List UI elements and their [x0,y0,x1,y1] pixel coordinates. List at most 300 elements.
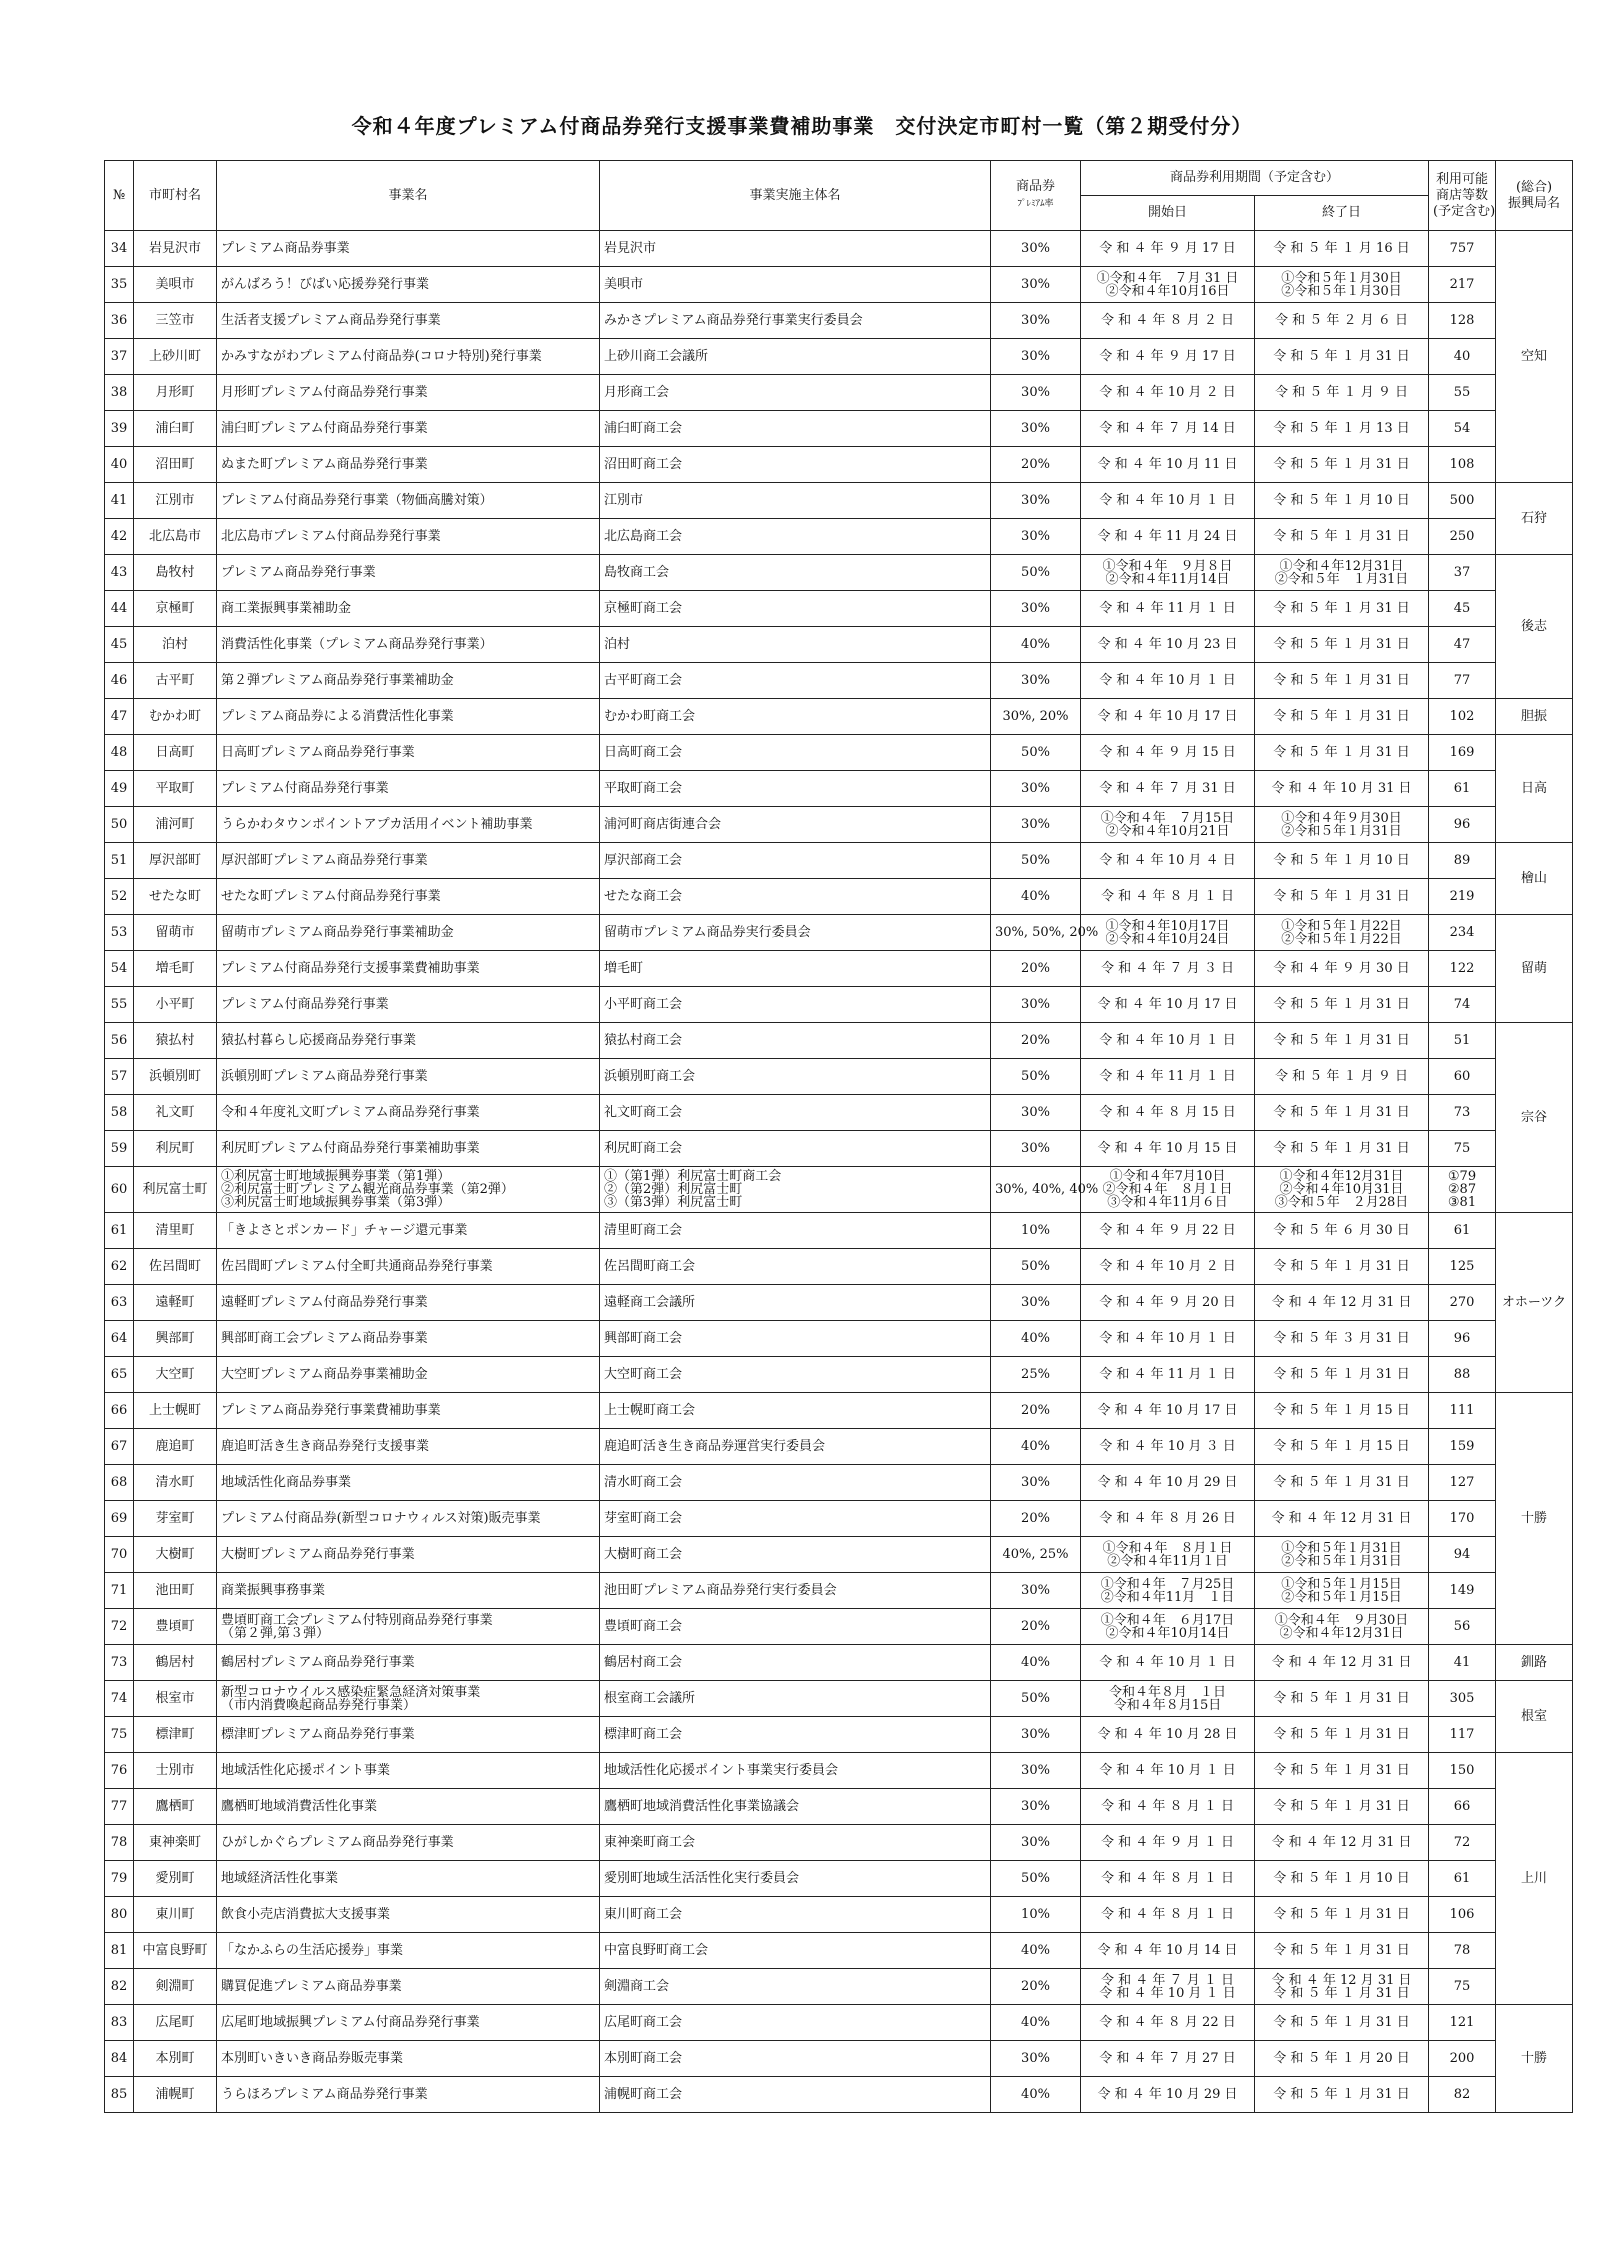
cell-rate: 30% [991,411,1081,447]
cell-end: 令 和 ５ 年 １ 月 31 日 [1255,1789,1429,1825]
header-project: 事業名 [217,161,600,231]
cell-no: 46 [105,663,134,699]
cell-start: 令 和 ４ 年 10 月 29 日 [1081,2077,1255,2113]
cell-rate: 20% [991,1393,1081,1429]
cell-no: 60 [105,1167,134,1213]
cell-city: 島牧村 [134,555,217,591]
cell-city: 愛別町 [134,1861,217,1897]
cell-stores: 82 [1429,2077,1496,2113]
cell-project: プレミアム商品券による消費活性化事業 [217,699,600,735]
cell-stores: 102 [1429,699,1496,735]
header-body: 事業実施主体名 [600,161,991,231]
cell-end: 令 和 ５ 年 １ 月 31 日 [1255,1023,1429,1059]
cell-no: 72 [105,1609,134,1645]
cell-end: ①令和５年１月31日 ②令和５年１月31日 [1255,1537,1429,1573]
cell-body: 池田町プレミアム商品券発行実行委員会 [600,1573,991,1609]
cell-start: 令 和 ４ 年 10 月 ４ 日 [1081,843,1255,879]
table-row [105,1645,1573,1681]
cell-city: 江別市 [134,483,217,519]
table-row [105,1825,1573,1861]
table-row [105,1789,1573,1825]
cell-rate: 40% [991,1429,1081,1465]
cell-end: ①令和４年 ９月30日 ②令和４年12月31日 [1255,1609,1429,1645]
cell-body: 北広島商工会 [600,519,991,555]
cell-body: 島牧商工会 [600,555,991,591]
table-row [105,519,1573,555]
cell-end: 令 和 ５ 年 １ 月 31 日 [1255,627,1429,663]
cell-project: ①利尻富士町地域振興券事業（第1弾） ②利尻富士町プレミアム観光商品券事業（第2弾） ③利尻富士町地域振興券事業（第3弾） [217,1167,600,1213]
cell-stores: 149 [1429,1573,1496,1609]
header-bureau [1496,161,1573,231]
cell-rate: 30% [991,591,1081,627]
cell-project: 豊頃町商工会プレミアム付特別商品券発行事業 （第２弾,第３弾） [217,1609,600,1645]
cell-end: 令 和 ５ 年 １ 月 31 日 [1255,1717,1429,1753]
table-row [105,1969,1573,2005]
cell-body: 月形商工会 [600,375,991,411]
cell-city: 大樹町 [134,1537,217,1573]
header-period: 商品券利用期間（予定含む） [1081,161,1429,196]
cell-city: 京極町 [134,591,217,627]
cell-city: 礼文町 [134,1095,217,1131]
cell-body: 浦河町商店街連合会 [600,807,991,843]
cell-rate: 20% [991,1969,1081,2005]
table-row [105,1321,1573,1357]
cell-start: ①令和４年 ８月１日 ②令和４年11月１日 [1081,1537,1255,1573]
cell-rate: 20% [991,447,1081,483]
cell-no: 66 [105,1393,134,1429]
cell-end: 令 和 ５ 年 １ 月 31 日 [1255,447,1429,483]
cell-start: 令 和 ４ 年 ７ 月 31 日 [1081,771,1255,807]
cell-body: 増毛町 [600,951,991,987]
cell-city: 東神楽町 [134,1825,217,1861]
cell-stores: 73 [1429,1095,1496,1131]
cell-project: 北広島市プレミアム付商品券発行事業 [217,519,600,555]
cell-project: 利尻町プレミアム付商品券発行事業補助事業 [217,1131,600,1167]
header-rate-line1: 商品券 [1015,179,1055,194]
cell-body: 京極町商工会 [600,591,991,627]
cell-end: 令 和 ５ 年 １ 月 10 日 [1255,483,1429,519]
cell-no: 83 [105,2005,134,2041]
cell-bureau: 釧路 [1496,1645,1573,1681]
cell-project: 地域活性化応援ポイント事業 [217,1753,600,1789]
cell-bureau: 空知 [1496,231,1573,483]
cell-no: 76 [105,1753,134,1789]
cell-rate: 20% [991,951,1081,987]
cell-city: 遠軽町 [134,1285,217,1321]
cell-start: 令 和 ４ 年 ９ 月 15 日 [1081,735,1255,771]
cell-city: 中富良野町 [134,1933,217,1969]
cell-start: 令和４年８月 １日 令和４年８月15日 [1081,1681,1255,1717]
cell-body: 浜頓別町商工会 [600,1059,991,1095]
cell-end: 令 和 ５ 年 １ 月 31 日 [1255,519,1429,555]
cell-city: 芽室町 [134,1501,217,1537]
cell-body: 古平町商工会 [600,663,991,699]
cell-project: ぬまた町プレミアム商品券発行事業 [217,447,600,483]
cell-city: むかわ町 [134,699,217,735]
table-row [105,735,1573,771]
cell-end: 令 和 ４ 年 12 月 31 日 [1255,1825,1429,1861]
cell-no: 69 [105,1501,134,1537]
cell-rate: 30% [991,987,1081,1023]
cell-end: 令 和 ５ 年 １ 月 31 日 [1255,1681,1429,1717]
cell-city: 月形町 [134,375,217,411]
table-row [105,447,1573,483]
cell-city: 小平町 [134,987,217,1023]
cell-stores: 61 [1429,1861,1496,1897]
cell-stores: 219 [1429,879,1496,915]
cell-rate: 50% [991,1861,1081,1897]
cell-start: ①令和４年 ７月15日 ②令和４年10月21日 [1081,807,1255,843]
cell-no: 45 [105,627,134,663]
cell-project: うらほろプレミアム商品券発行事業 [217,2077,600,2113]
cell-project: 留萌市プレミアム商品券発行事業補助金 [217,915,600,951]
cell-start: 令 和 ４ 年 ７ 月 27 日 [1081,2041,1255,2077]
cell-start: 令 和 ４ 年 10 月 23 日 [1081,627,1255,663]
header-city: 市町村名 [134,161,217,231]
cell-city: 本別町 [134,2041,217,2077]
cell-rate: 10% [991,1897,1081,1933]
cell-end: 令 和 ５ 年 １ 月 31 日 [1255,663,1429,699]
cell-body: 岩見沢市 [600,231,991,267]
cell-city: 浜頓別町 [134,1059,217,1095]
cell-body: みかさプレミアム商品券発行事業実行委員会 [600,303,991,339]
cell-body: 地域活性化応援ポイント事業実行委員会 [600,1753,991,1789]
cell-end: 令 和 ５ 年 １ 月 31 日 [1255,339,1429,375]
cell-city: 清里町 [134,1213,217,1249]
table-row [105,1249,1573,1285]
cell-start: ①令和４年10月17日 ②令和４年10月24日 [1081,915,1255,951]
cell-city: 東川町 [134,1897,217,1933]
cell-body: 礼文町商工会 [600,1095,991,1131]
cell-no: 82 [105,1969,134,2005]
table-row [105,663,1573,699]
cell-start: 令 和 ４ 年 ９ 月 20 日 [1081,1285,1255,1321]
cell-project: プレミアム商品券発行事業費補助事業 [217,1393,600,1429]
grant-table [104,160,1573,2113]
cell-rate: 30% [991,267,1081,303]
cell-body: 美唄市 [600,267,991,303]
table-row [105,771,1573,807]
cell-rate: 40% [991,1933,1081,1969]
header-rate-line2: ﾌﾟﾚﾐｱﾑ率 [1017,199,1054,209]
table-row [105,1429,1573,1465]
cell-stores: 41 [1429,1645,1496,1681]
cell-end: 令 和 ５ 年 １ 月 31 日 [1255,879,1429,915]
cell-start: 令 和 ４ 年 10 月 28 日 [1081,1717,1255,1753]
header-stores [1429,161,1496,231]
cell-project: 猿払村暮らし応援商品券発行事業 [217,1023,600,1059]
cell-stores: 88 [1429,1357,1496,1393]
cell-city: 剣淵町 [134,1969,217,2005]
cell-no: 80 [105,1897,134,1933]
cell-start: 令 和 ４ 年 ８ 月 １ 日 [1081,1897,1255,1933]
cell-start: 令 和 ４ 年 10 月 11 日 [1081,447,1255,483]
cell-project: うらかわタウンポイントアプカ活用イベント補助事業 [217,807,600,843]
cell-stores: 56 [1429,1609,1496,1645]
cell-bureau: 日高 [1496,735,1573,843]
cell-end: 令 和 ５ 年 １ 月 31 日 [1255,1465,1429,1501]
cell-project: 生活者支援プレミアム商品券発行事業 [217,303,600,339]
cell-body: 佐呂間町商工会 [600,1249,991,1285]
cell-city: 留萌市 [134,915,217,951]
table-row [105,1573,1573,1609]
cell-no: 38 [105,375,134,411]
cell-project: がんばろう！びばい応援券発行事業 [217,267,600,303]
cell-project: 地域経済活性化事業 [217,1861,600,1897]
cell-end: 令 和 ５ 年 １ 月 31 日 [1255,1249,1429,1285]
cell-body: 上士幌町商工会 [600,1393,991,1429]
cell-rate: 50% [991,843,1081,879]
cell-city: 猿払村 [134,1023,217,1059]
cell-project: プレミアム商品券発行事業 [217,555,600,591]
cell-city: 根室市 [134,1681,217,1717]
cell-project: プレミアム商品券事業 [217,231,600,267]
cell-start: 令 和 ４ 年 ９ 月 17 日 [1081,231,1255,267]
cell-project: 浦臼町プレミアム付商品券発行事業 [217,411,600,447]
cell-start: 令 和 ４ 年 ７ 月 １ 日 令 和 ４ 年 10 月 １ 日 [1081,1969,1255,2005]
cell-rate: 30% [991,1131,1081,1167]
cell-stores: 159 [1429,1429,1496,1465]
cell-rate: 30%, 20% [991,699,1081,735]
cell-stores: 96 [1429,1321,1496,1357]
cell-stores: 128 [1429,303,1496,339]
table-row [105,1861,1573,1897]
cell-bureau: 石狩 [1496,483,1573,555]
cell-city: 美唄市 [134,267,217,303]
cell-stores: 78 [1429,1933,1496,1969]
cell-stores: 61 [1429,1213,1496,1249]
table-row [105,1285,1573,1321]
cell-rate: 40%, 25% [991,1537,1081,1573]
cell-body: 愛別町地域生活活性化実行委員会 [600,1861,991,1897]
cell-rate: 30% [991,375,1081,411]
cell-body: 浦幌町商工会 [600,2077,991,2113]
cell-project: プレミアム付商品券発行事業（物価高騰対策） [217,483,600,519]
cell-body: 東神楽町商工会 [600,1825,991,1861]
cell-start: 令 和 ４ 年 ８ 月 １ 日 [1081,1861,1255,1897]
cell-stores: 75 [1429,1131,1496,1167]
cell-no: 51 [105,843,134,879]
cell-no: 39 [105,411,134,447]
cell-project: 消費活性化事業（プレミアム商品券発行事業） [217,627,600,663]
cell-city: 浦河町 [134,807,217,843]
cell-end: 令 和 ５ 年 ３ 月 31 日 [1255,1321,1429,1357]
cell-city: 増毛町 [134,951,217,987]
cell-city: 三笠市 [134,303,217,339]
table-row [105,1717,1573,1753]
cell-stores: 305 [1429,1681,1496,1717]
cell-end: 令 和 ５ 年 １ 月 15 日 [1255,1393,1429,1429]
cell-stores: 125 [1429,1249,1496,1285]
cell-body: 豊頃町商工会 [600,1609,991,1645]
cell-no: 68 [105,1465,134,1501]
cell-city: 平取町 [134,771,217,807]
cell-no: 71 [105,1573,134,1609]
cell-stores: 72 [1429,1825,1496,1861]
cell-no: 64 [105,1321,134,1357]
cell-start: ①令和４年 ６月17日 ②令和４年10月14日 [1081,1609,1255,1645]
cell-project: 厚沢部町プレミアム商品券発行事業 [217,843,600,879]
cell-project: 飲食小売店消費拡大支援事業 [217,1897,600,1933]
cell-project: 興部町商工会プレミアム商品券事業 [217,1321,600,1357]
table-row [105,1933,1573,1969]
cell-body: 平取町商工会 [600,771,991,807]
cell-rate: 30% [991,1285,1081,1321]
cell-body: 江別市 [600,483,991,519]
table-row [105,1059,1573,1095]
cell-project: 日高町プレミアム商品券発行事業 [217,735,600,771]
cell-rate: 10% [991,1213,1081,1249]
cell-project: 佐呂間町プレミアム付全町共通商品券発行事業 [217,1249,600,1285]
cell-body: 本別町商工会 [600,2041,991,2077]
cell-stores: 117 [1429,1717,1496,1753]
cell-start: 令 和 ４ 年 ８ 月 １ 日 [1081,1789,1255,1825]
cell-rate: 40% [991,1645,1081,1681]
cell-no: 37 [105,339,134,375]
cell-project: 購買促進プレミアム商品券事業 [217,1969,600,2005]
cell-no: 47 [105,699,134,735]
cell-end: 令 和 ５ 年 １ 月 31 日 [1255,2077,1429,2113]
cell-body: 標津町商工会 [600,1717,991,1753]
cell-start: 令 和 ４ 年 10 月 ３ 日 [1081,1429,1255,1465]
cell-start: 令 和 ４ 年 10 月 １ 日 [1081,1753,1255,1789]
cell-city: 利尻町 [134,1131,217,1167]
cell-start: 令 和 ４ 年 10 月 14 日 [1081,1933,1255,1969]
cell-rate: 50% [991,1059,1081,1095]
cell-body: 興部町商工会 [600,1321,991,1357]
cell-start: 令 和 ４ 年 ７ 月 14 日 [1081,411,1255,447]
cell-end: ①令和４年９月30日 ②令和５年１月31日 [1255,807,1429,843]
cell-city: 清水町 [134,1465,217,1501]
cell-rate: 30%, 40%, 40% [991,1167,1081,1213]
cell-start: 令 和 ４ 年 11 月 １ 日 [1081,1059,1255,1095]
cell-city: 鷹栖町 [134,1789,217,1825]
cell-rate: 40% [991,2005,1081,2041]
cell-body: 猿払村商工会 [600,1023,991,1059]
cell-start: 令 和 ４ 年 ７ 月 ３ 日 [1081,951,1255,987]
cell-rate: 40% [991,2077,1081,2113]
cell-end: 令 和 ５ 年 １ 月 31 日 [1255,1753,1429,1789]
cell-rate: 30% [991,303,1081,339]
cell-end: 令 和 ４ 年 10 月 31 日 [1255,771,1429,807]
cell-stores: 111 [1429,1393,1496,1429]
cell-start: 令 和 ４ 年 10 月 ２ 日 [1081,375,1255,411]
cell-body: 鷹栖町地域消費活性化事業協議会 [600,1789,991,1825]
cell-end: 令 和 ４ 年 12 月 31 日 [1255,1501,1429,1537]
table-row [105,375,1573,411]
cell-project: 大空町プレミアム商品券事業補助金 [217,1357,600,1393]
cell-no: 74 [105,1681,134,1717]
cell-project: 遠軽町プレミアム付商品券発行事業 [217,1285,600,1321]
cell-end: 令 和 ５ 年 １ 月 31 日 [1255,987,1429,1023]
cell-end: 令 和 ５ 年 １ 月 16 日 [1255,231,1429,267]
cell-end: 令 和 ５ 年 ２ 月 ６ 日 [1255,303,1429,339]
table-row [105,1681,1573,1717]
cell-city: せたな町 [134,879,217,915]
table-row [105,2005,1573,2041]
cell-end: 令 和 ５ 年 １ 月 31 日 [1255,1357,1429,1393]
table-row [105,411,1573,447]
table-row [105,951,1573,987]
cell-start: 令 和 ４ 年 11 月 １ 日 [1081,1357,1255,1393]
cell-project: 第２弾プレミアム商品券発行事業補助金 [217,663,600,699]
cell-body: せたな商工会 [600,879,991,915]
cell-stores: 170 [1429,1501,1496,1537]
table-row [105,1537,1573,1573]
cell-end: ①令和４年12月31日 ②令和４年10月31日 ③令和５年 ２月28日 [1255,1167,1429,1213]
cell-start: 令 和 ４ 年 ８ 月 26 日 [1081,1501,1255,1537]
cell-start: ①令和４年 ９月８日 ②令和４年11月14日 [1081,555,1255,591]
cell-body: 沼田町商工会 [600,447,991,483]
cell-rate: 30% [991,231,1081,267]
cell-no: 44 [105,591,134,627]
cell-city: 泊村 [134,627,217,663]
cell-no: 84 [105,2041,134,2077]
table-row [105,879,1573,915]
cell-start: 令 和 ４ 年 ９ 月 １ 日 [1081,1825,1255,1861]
cell-city: 士別市 [134,1753,217,1789]
cell-stores: 37 [1429,555,1496,591]
cell-project: 令和４年度礼文町プレミアム商品券発行事業 [217,1095,600,1131]
cell-start: 令 和 ４ 年 ８ 月 15 日 [1081,1095,1255,1131]
cell-city: 厚沢部町 [134,843,217,879]
cell-end: 令 和 ５ 年 ６ 月 30 日 [1255,1213,1429,1249]
cell-start: 令 和 ４ 年 ９ 月 17 日 [1081,339,1255,375]
cell-rate: 30% [991,1095,1081,1131]
cell-end: 令 和 ５ 年 １ 月 13 日 [1255,411,1429,447]
cell-rate: 30%, 50%, 20% [991,915,1081,951]
cell-rate: 30% [991,1717,1081,1753]
cell-city: 広尾町 [134,2005,217,2041]
cell-no: 78 [105,1825,134,1861]
table-row [105,807,1573,843]
table-row [105,303,1573,339]
cell-body: 清水町商工会 [600,1465,991,1501]
cell-no: 48 [105,735,134,771]
cell-start: 令 和 ４ 年 ８ 月 22 日 [1081,2005,1255,2041]
table-row [105,1131,1573,1167]
cell-project: 月形町プレミアム付商品券発行事業 [217,375,600,411]
header-stores-line3: (予定含む) [1433,203,1496,219]
cell-bureau: 宗谷 [1496,1023,1573,1213]
cell-project: プレミアム付商品券発行事業 [217,987,600,1023]
header-end: 終了日 [1255,196,1429,231]
cell-end: 令 和 ４ 年 12 月 31 日 [1255,1645,1429,1681]
cell-end: ①令和５年１月30日 ②令和５年１月30日 [1255,267,1429,303]
table-row [105,339,1573,375]
cell-rate: 30% [991,1573,1081,1609]
cell-stores: 108 [1429,447,1496,483]
cell-project: 本別町いきいき商品券販売事業 [217,2041,600,2077]
cell-rate: 40% [991,1321,1081,1357]
table-row [105,1897,1573,1933]
cell-no: 59 [105,1131,134,1167]
table-row [105,1501,1573,1537]
cell-no: 36 [105,303,134,339]
cell-stores: 106 [1429,1897,1496,1933]
cell-rate: 20% [991,1501,1081,1537]
cell-end: ①令和５年１月15日 ②令和５年１月15日 [1255,1573,1429,1609]
cell-no: 67 [105,1429,134,1465]
cell-stores: 40 [1429,339,1496,375]
cell-no: 40 [105,447,134,483]
cell-body: 中富良野町商工会 [600,1933,991,1969]
cell-end: 令 和 ５ 年 １ 月 20 日 [1255,2041,1429,2077]
cell-start: ①令和４年7月10日 ②令和４年 ８月１日 ③令和４年11月６日 [1081,1167,1255,1213]
table-row [105,627,1573,663]
cell-start: 令 和 ４ 年 10 月 17 日 [1081,699,1255,735]
cell-rate: 30% [991,1825,1081,1861]
